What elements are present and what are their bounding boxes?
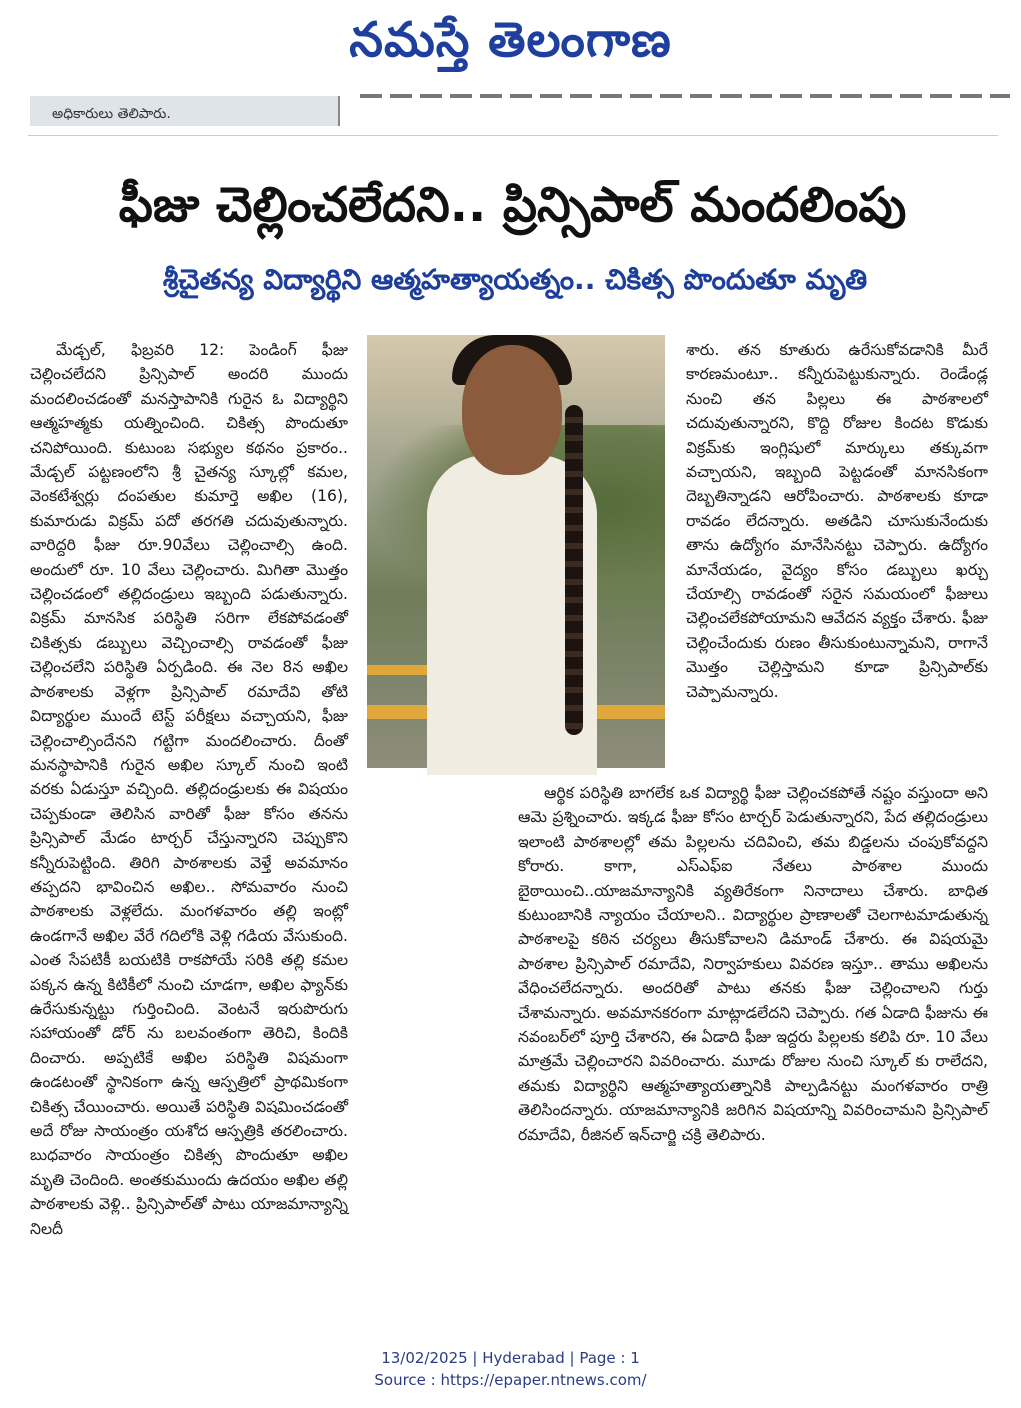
article-column-bottom	[518, 781, 988, 1251]
newspaper-logo: నమస్తే తెలంగాణ	[349, 12, 672, 68]
paragraph: ఆర్థిక పరిస్థితి బాగలేక ఒక విద్యార్థి ఫీజు చెల్లించకపోతే నష్టం వస్తుందా అని ఆమె ప్రశ్నించారు. ఇక్కడ ఫీజు కోసం టార్చర్ పెడుతున్నారని, పేద తల్లిదండ్రులు ఇలాంటి పాఠశాలల్లో తమ పిల్లలను చదివించి, తమ బిడ్డలను చంపుకోవద్దని కోరారు. కాగా, ఎస్ఎఫ్ఐ నేతలు పాఠశాల ముందు బైఠాయించి..యాజమాన్యానికి వ్యతిరేకంగా నినాదాలు చేశారు. బాధిత కుటుంబానికి న్యాయం చేయాలని.. విద్యార్థుల ప్రాణాలతో చెలగాటమాడుతున్న పాఠశాలపై కఠిన చర్యలు తీసుకోవాలని డిమాండ్ చేశారు. ఈ విషయమై పాఠశాల ప్రిన్సిపాల్ రమాదేవి, నిర్వాహకులు వివరణ ఇస్తూ.. తాము అఖిలను వేధించలేదన్నారు. అందరితో పాటు తనకు ఫీజు చెల్లించాలని గుర్తు చేశామన్నారు. అవమానకరంగా మాట్లాడలేదని చెప్పారు. గత ఏడాది ఫీజును ఈ నవంబర్‌లో పూర్తి చేశారని, ఈ ఏడాది ఫీజు ఇద్దరు పిల్లలకు కలిపి రూ. 10 వేలు మాత్రమే చెల్లించారని వివరించారు. మూడు రోజుల నుంచి స్కూల్ కు రాలేదని, తమకు విద్యార్థిని ఆత్మహత్యాయత్నానికి పాల్పడినట్టు మంగళవారం రాత్రి తెలిసిందన్నారు. యాజమాన్యానికి జరిగిన విషయాన్ని వివరించామని ప్రిన్సిపాల్ రమాదేవి, రీజినల్ ఇన్‌చార్జి చక్రి తెలిపారు.	[518, 784, 988, 1144]
student-photo	[367, 335, 665, 768]
paragraph: మేడ్చల్, ఫిబ్రవరి 12: పెండింగ్ ఫీజు చెల్లించలేదని ప్రిన్సిపాల్ అందరి ముందు మందలించడంతో మనస్తాపానికి గురైన ఓ విద్యార్థిని ఆత్మహత్మకు యత్నించింది. చికిత్స పొందుతూ చనిపోయింది. కుటుంబ సభ్యుల కథనం ప్రకారం.. మేడ్చల్ పట్టణంలోని శ్రీ చైతన్య స్కూల్లో కమల, వెంకటేశ్వర్లు దంపతుల కుమార్తె అఖిల (16), కుమారుడు విక్రమ్ పదో తరగతి చదువుతున్నారు. వారిద్దరి ఫీజు రూ.90వేలు చెల్లించాల్సి ఉంది. అందులో రూ. 10 వేలు చెల్లించారు. మిగితా మొత్తం చెల్లించడంలో తల్లిదండ్రులు ఇబ్బంది పడుతున్నారు. విక్రమ్ మానసిక పరిస్థితి సరిగా లేకపోవడంతో చికిత్సకు డబ్బులు వెచ్చించాల్సి రావడంతో ఫీజు చెల్లించలేని పరిస్థితి ఏర్పడింది. ఈ నెల 8న అఖిల పాఠశాలకు వెళ్లగా ప్రిన్సిపాల్ రమాదేవి తోటి విద్యార్థుల ముందే టెస్ట్ పరీక్షలు వచ్చాయని, ఫీజు చెల్లించాల్సిందేనని గట్టిగా మందలించారు. దీంతో మనస్థాపానికి గురైన అఖిల స్కూల్ నుంచి ఇంటి వరకు ఏడుస్తూ వచ్చింది. తల్లిదండ్రులకు ఈ విషయం చెప్పకుండా తెలిసిన వారితో ఫీజు కోసం తనను ప్రిన్సిపాల్ మేడం టార్చర్ చేస్తున్నారని చెప్పుకొని కన్నీరుపెట్టింది. తిరిగి పాఠశాలకు వెళ్తే అవమానం తప్పదని భావించిన అఖిల.. సోమవారం నుంచి పాఠశాలకు వెళ్లలేదు. మంగళవారం తల్లి ఇంట్లో ఉండగానే అఖిల వేరే గదిలోకి వెళ్లి గడియ వేసుకుంది. ఎంత సేపటికీ బయటికి రాకపోయే సరికి తల్లి కమల పక్కన ఉన్న కిటికీలో నుంచి చూడగా, అఖిల ఫ్యాన్‌కు ఉరేసుకున్నట్టు గుర్తించింది. వెంటనే ఇరుపొరుగు సహాయంతో డోర్ ను బలవంతంగా తెరిచి, కిందికి దించారు. అప్పటికే అఖిల పరిస్థితి విషమంగా ఉండటంతో స్థానికంగా ఉన్న ఆస్పత్రిలో ప్రాథమికంగా చికిత్స చేయించారు. అయితే పరిస్థితి విషమించడంతో అదే రోజు సాయంత్రం యశోద ఆస్పత్రికి తరలించారు. బుధవారం సాయంత్రం చికిత్స పొందుతూ అఖిల మృతి చెందింది. అంతకుముందు ఉదయం అఖిల తల్లి పాఠశాలకు వెళ్లి.. ప్రిన్సిపాల్‌తో పాటు యాజమాన్యాన్ని నిలదీ	[30, 341, 348, 1238]
footer-date-line: 13/02/2025 | Hyderabad | Page : 1	[381, 1349, 640, 1367]
previous-article-text: అధికారులు తెలిపారు.	[52, 106, 171, 122]
divider	[28, 135, 998, 136]
subheadline: శ్రీచైతన్య విద్యార్థిని ఆత్మహత్యాయత్నం.. చికిత్స పొందుతూ మృతి	[162, 263, 868, 296]
footer-source-line: Source : https://epaper.ntnews.com/	[374, 1371, 647, 1389]
article-column-left	[30, 338, 348, 1238]
headline: ఫీజు చెల్లించలేదని.. ప్రిన్సిపాల్ మందలింపు	[118, 177, 907, 233]
paragraph: శారు. తన కూతురు ఉరేసుకోవడానికి మీరే కారణమంటూ.. కన్నీరుపెట్టుకున్నారు. రెండేండ్ల నుంచి తన పిల్లలు ఈ పాఠశాలలో చదువుతున్నారని, కొద్ది రోజుల కిందట కొడుకు విక్రమ్‌కు ఇంగ్లిషులో మార్కులు తక్కువగా వచ్చాయని, ఇబ్బంది పెట్టడంతో మానసికంగా దెబ్బతిన్నాడని ఆరోపించారు. పాఠశాలకు కూడా రావడం లేదన్నారు. అతడిని చూసుకునేందుకు తాను ఉద్యోగం మానేసినట్టు చెప్పారు. ఉద్యోగం మానేయడం, వైద్యం కోసం డబ్బులు ఖర్చు చేయాల్సి రావడంతో సరైన సమయంలో ఫీజులు చెల్లించలేకపోయామని ఆవేదన వ్యక్తం చేశారు. ఫీజు చెల్లించేందుకు రుణం తీసుకుంటున్నామని, రాగానే మొత్తం చెల్లిస్తామని కూడా ప్రిన్సిపాల్‌కు చెప్పామన్నారు.	[686, 341, 988, 701]
cut-off-text-line	[360, 90, 1010, 100]
masthead	[0, 6, 1021, 76]
previous-article-box	[30, 96, 340, 126]
previous-article-strip	[30, 90, 1010, 130]
article-column-right	[686, 338, 988, 778]
footer	[0, 1347, 1021, 1391]
